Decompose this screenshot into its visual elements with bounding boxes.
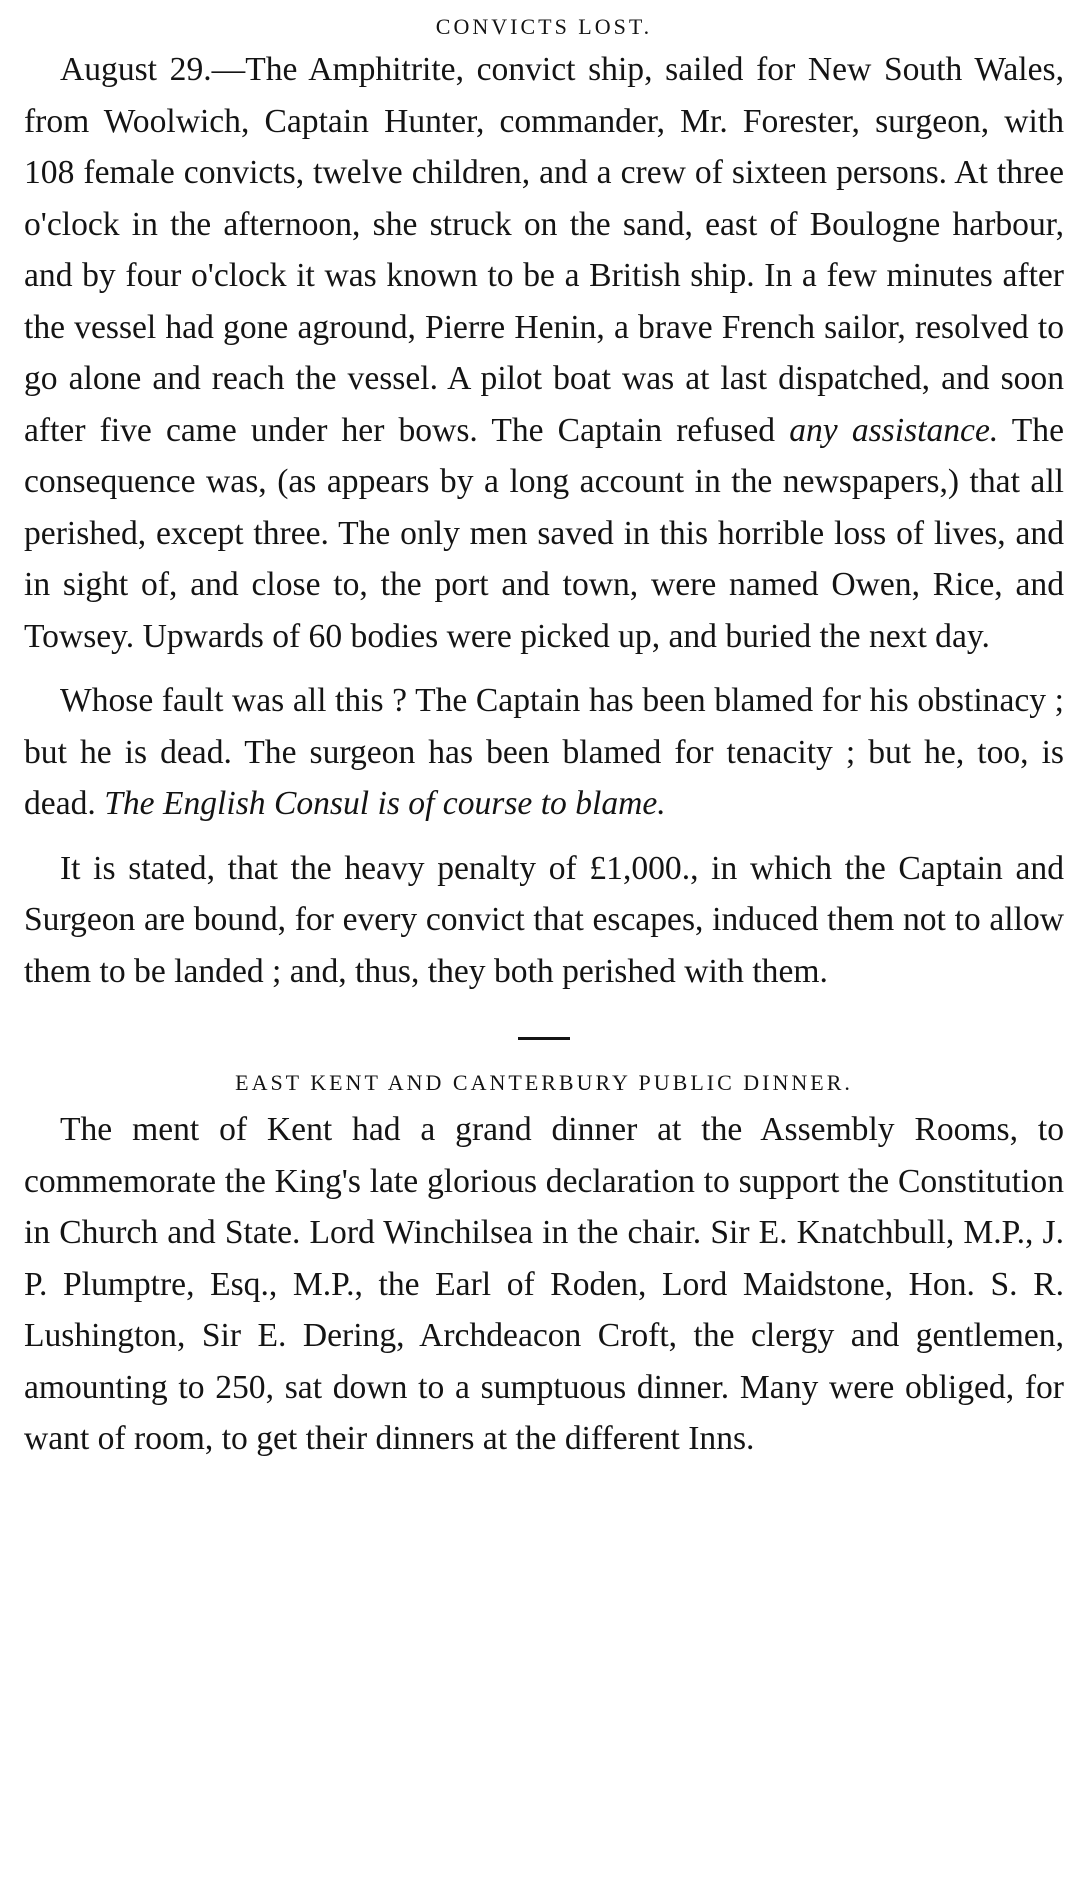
article-paragraph [24, 843, 1064, 998]
paragraph-text: The ment of Kent had a grand dinner at the Assembly Rooms, to commemorate the King's late glorious declaration to support the Constitution in Church and State. Lord Winchilsea in the chair. Sir E. Knatchbull, M.P., J. P. Plumptre, Esq., M.P., the Earl of Roden, Lord Maidstone, Hon. S. R. Lushington, Sir E. Dering, Archdeacon Croft, the clergy and gentlemen, amounting to 250, sat down to a sumptuous dinner. Many were obliged, for want of room, to get their dinners at the different Inns. [24, 1111, 1064, 1457]
article-paragraph [24, 44, 1064, 662]
paragraph-text: Whose fault was all this ? The Captain has been blamed for his obstinacy ; but he is dead. The surgeon has been blamed for tenacity ; but he, too, is dead. [24, 682, 1064, 822]
article-heading-public-dinner: EAST KENT AND CANTERBURY PUBLIC DINNER. [235, 1070, 853, 1095]
emphasis-text: any assistance. [789, 411, 999, 449]
article-paragraph [24, 1104, 1064, 1465]
section-divider [518, 1037, 570, 1040]
paragraph-text: The consequence was, (as appears by a long account in the newspapers,) that all perished, except three. The only men saved in this horrible loss of lives, and in sight of, and close to, the port and town, were named Owen, Rice, and Towsey. Upwards of 60 bodies were picked up, and buried the next day. [24, 411, 1064, 655]
paragraph-text: August 29.—The Amphitrite, convict ship, sailed for New South Wales, from Woolwich, Captain Hunter, commander, Mr. Forester, surgeon, with 108 female convicts, twelve children, and a crew of sixteen persons. At three o'clock in the afternoon, she struck on the sand, east of Boulogne harbour, and by four o'clock it was known to be a British ship. In a few minutes after the vessel had gone aground, Pierre Henin, a brave French sailor, resolved to go alone and reach the vessel. A pilot boat was at last dispatched, and soon after five came under her bows. The Captain refused [24, 51, 1064, 449]
article-heading-convicts-lost: CONVICTS LOST. [435, 14, 653, 39]
article-paragraph [24, 675, 1064, 830]
paragraph-text: It is stated, that the heavy penalty of £1,000., in which the Captain and Surgeon are bound, for every convict that escapes, induced them not to allow them to be landed ; and, thus, they both perished with them. [24, 849, 1064, 990]
emphasis-text: The English Consul is of course to blame. [104, 785, 666, 822]
